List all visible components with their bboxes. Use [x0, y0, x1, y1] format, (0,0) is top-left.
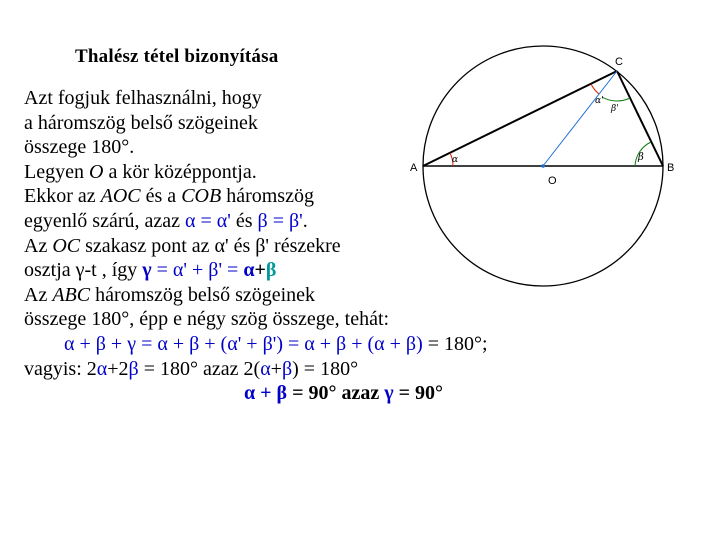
t5d: COB: [181, 185, 222, 208]
t12f: α: [260, 357, 271, 380]
text-line-4: [24, 160, 704, 185]
t8e: α: [243, 259, 255, 282]
t12i: ) = 180°: [292, 357, 359, 380]
t8d: α' + β' =: [172, 259, 244, 282]
t5c: és a: [140, 185, 182, 208]
t5e: háromszög: [221, 185, 314, 208]
t13d: = 90°: [393, 382, 444, 405]
t9a: Az: [24, 283, 53, 306]
label-alpha: α: [452, 155, 459, 165]
text-line-6: [24, 209, 704, 234]
t5b: AOC: [100, 185, 141, 208]
text-line-8: [24, 258, 704, 283]
t8f: +: [254, 259, 266, 282]
t12g: +: [270, 357, 282, 380]
text-line-2: a háromszög belső szögeinek: [24, 111, 258, 134]
label-beta: β: [638, 152, 644, 163]
t11b: γ: [127, 332, 137, 355]
t13b: = 90° azaz: [287, 382, 385, 405]
t11e: = 180°;: [422, 332, 488, 355]
t13c: γ: [384, 382, 394, 405]
t6a: egyenlő szárú, azaz: [24, 209, 186, 232]
text-line-5: [24, 184, 704, 209]
label-b: B: [667, 162, 675, 174]
t8b: γ: [142, 259, 152, 282]
t12b: α: [96, 357, 108, 380]
t6e: .: [302, 209, 308, 232]
t8g: β: [265, 259, 277, 282]
t5a: Ekkor az: [24, 185, 101, 208]
t12d: β: [128, 357, 139, 380]
label-a: A: [410, 162, 418, 174]
t8a: osztja γ-t , így: [24, 259, 143, 282]
text-line-13: [24, 381, 704, 406]
slide-title: Thalész tétel bizonyítása: [75, 46, 279, 67]
t6d: β = β': [257, 209, 303, 232]
text-line-3: összege 180°.: [24, 136, 135, 159]
label-alpha-prime: α': [595, 96, 604, 106]
t12a: vagyis: 2: [24, 357, 97, 380]
text-line-12: [24, 357, 704, 382]
text-line-1: Azt fogjuk felhasználni, hogy: [24, 87, 262, 109]
t4c: a kör középpontja.: [103, 160, 257, 183]
label-c: C: [615, 56, 623, 68]
t4a: Legyen: [24, 160, 89, 183]
t12h: β: [281, 357, 293, 380]
text-line-7: [24, 234, 704, 259]
text-line-9: [24, 283, 704, 308]
t12e: = 180° azaz 2(: [138, 357, 261, 380]
t12c: +2: [107, 357, 129, 380]
t7c: szakasz pont az α' és β' részekre: [80, 234, 341, 257]
t6b: α = α': [185, 209, 231, 232]
t11a: α + β +: [64, 332, 128, 355]
label-beta-prime: β': [611, 104, 619, 114]
t9c: háromszög belső szögeinek: [90, 283, 316, 306]
t8c: =: [151, 259, 173, 282]
text-line-10: összege 180°, épp e négy szög összege, tehát:: [24, 308, 390, 331]
text-line-11: [24, 332, 704, 357]
t7b: OC: [52, 234, 81, 257]
t11d: α + β + (α' + β') = α + β + (α + β): [157, 332, 423, 355]
t4b: O: [88, 160, 104, 183]
label-o: O: [548, 175, 557, 187]
t7a: Az: [24, 234, 53, 257]
t9b: ABC: [52, 283, 91, 306]
t6c: és: [230, 209, 258, 232]
proof-text: [24, 86, 704, 406]
t13a: α + β: [244, 382, 288, 405]
t11c: =: [136, 332, 158, 355]
